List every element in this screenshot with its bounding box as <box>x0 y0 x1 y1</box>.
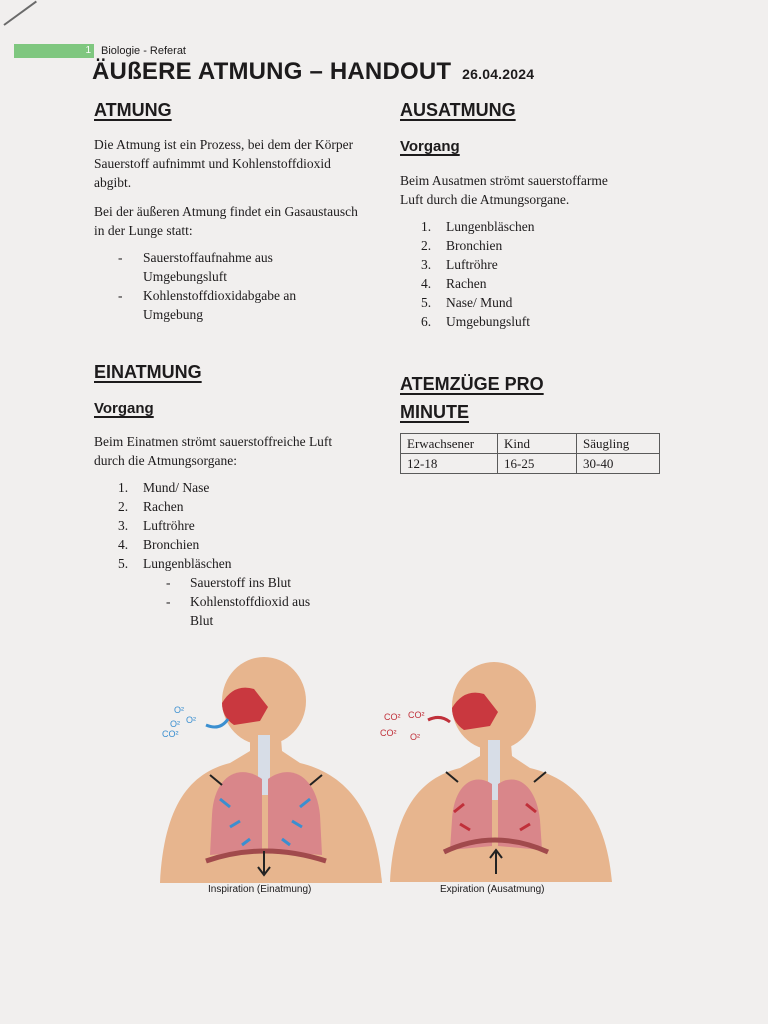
atmung-bullet-list <box>118 248 348 324</box>
breathing-rate-table <box>400 433 660 474</box>
atmung-para-2: Bei der äußeren Atmung findet ein Gasaustausch in der Lunge statt: <box>94 204 358 238</box>
list-item: 2. Rachen <box>118 499 184 514</box>
list-item: 4. Bronchien <box>118 537 200 552</box>
expiration-diagram <box>380 660 620 882</box>
gas-label: O² <box>174 705 184 715</box>
subject-label: Biologie - Referat <box>101 45 186 57</box>
table-header-cell: Kind <box>498 434 577 454</box>
list-item-text: Lungenbläschen <box>143 556 232 571</box>
list-item-text: Sauerstoffaufnahme aus Umgebungsluft <box>143 250 273 284</box>
table-header-cell: Säugling <box>577 434 660 454</box>
inspiration-diagram <box>150 655 390 883</box>
list-item: - Sauerstoffaufnahme aus Umgebungsluft <box>118 248 348 286</box>
einatmung-text: Beim Einatmen strömt sauerstoffreiche Luft durch die Atmungsorgane: <box>94 434 333 468</box>
list-item: - Kohlenstoffdioxid aus Blut <box>166 592 366 630</box>
table-header-cell: Erwachsener <box>401 434 498 454</box>
exhale-arrow-icon <box>428 717 450 722</box>
table-header-row <box>401 434 660 454</box>
list-item-text: Umgebungsluft <box>446 314 530 329</box>
inspiration-caption: Inspiration (Einatmung) <box>208 884 312 895</box>
page-number-tab: 1 <box>14 44 94 58</box>
list-item: 5. Lungenbläschen <box>118 556 232 571</box>
ausatmung-text: Beim Ausatmen strömt sauerstoffarme Luft durch die Atmungsorgane. <box>400 173 608 207</box>
list-item-text: Rachen <box>143 499 184 514</box>
list-item: - Sauerstoff ins Blut <box>166 575 291 590</box>
gas-label: CO² <box>380 728 397 738</box>
list-item-text: Bronchien <box>446 238 503 253</box>
atemzuege-heading-line-2: MINUTE <box>400 402 469 422</box>
table-row <box>401 454 660 474</box>
einatmung-steps <box>118 478 368 573</box>
gas-label: O² <box>186 715 196 725</box>
einatmung-substeps <box>166 573 366 630</box>
list-item: 2. Bronchien <box>421 238 503 253</box>
gas-label: CO² <box>384 712 401 722</box>
ausatmung-heading: AUSATMUNG <box>400 100 516 120</box>
list-item-text: Sauerstoff ins Blut <box>190 575 291 590</box>
list-item-text: Rachen <box>446 276 487 291</box>
gas-label: O² <box>410 732 420 742</box>
list-item-text: Luftröhre <box>143 518 195 533</box>
list-item: 5. Nase/ Mund <box>421 295 513 310</box>
list-item-text: Nase/ Mund <box>446 295 513 310</box>
title-date: 26.04.2024 <box>462 66 535 82</box>
list-item-text: Bronchien <box>143 537 200 552</box>
expiration-caption: Expiration (Ausatmung) <box>440 884 545 895</box>
gas-label: O² <box>170 719 180 729</box>
atemzuege-heading <box>400 370 544 426</box>
atemzuege-heading-line-1: ATEMZÜGE PRO <box>400 374 544 394</box>
title-text: ÄUßERE ATMUNG – HANDOUT <box>92 58 452 85</box>
list-item-text: Lungenbläschen <box>446 219 535 234</box>
list-item: 3. Luftröhre <box>118 518 195 533</box>
list-item-text: Kohlenstoffdioxidabgabe an Umgebung <box>143 288 297 322</box>
pencil-mark <box>3 1 37 26</box>
list-item: 1. Mund/ Nase <box>118 480 210 495</box>
gas-label: CO² <box>408 710 425 720</box>
list-item: 4. Rachen <box>421 276 487 291</box>
gas-label: CO² <box>162 729 179 739</box>
table-cell: 16-25 <box>498 454 577 474</box>
list-item-text: Luftröhre <box>446 257 498 272</box>
page-title <box>92 58 534 86</box>
atmung-heading: ATMUNG <box>94 100 172 120</box>
einatmung-heading: EINATMUNG <box>94 362 202 382</box>
table-cell: 12-18 <box>401 454 498 474</box>
inhale-arrow-icon <box>206 719 228 727</box>
einatmung-subheading: Vorgang <box>94 400 154 417</box>
list-item-text: Mund/ Nase <box>143 480 210 495</box>
ausatmung-steps <box>421 217 641 331</box>
list-item: 3. Luftröhre <box>421 257 498 272</box>
list-item-text: Kohlenstoffdioxid aus Blut <box>190 594 311 628</box>
ausatmung-subheading: Vorgang <box>400 138 460 155</box>
list-item: 6. Umgebungsluft <box>421 314 530 329</box>
list-item: - Kohlenstoffdioxidabgabe an Umgebung <box>118 286 348 324</box>
table-cell: 30-40 <box>577 454 660 474</box>
list-item: 1. Lungenbläschen <box>421 219 535 234</box>
atmung-para-1: Die Atmung ist ein Prozess, bei dem der Körper Sauerstoff aufnimmt und Kohlenstoffdioxid abgibt. <box>94 137 354 190</box>
